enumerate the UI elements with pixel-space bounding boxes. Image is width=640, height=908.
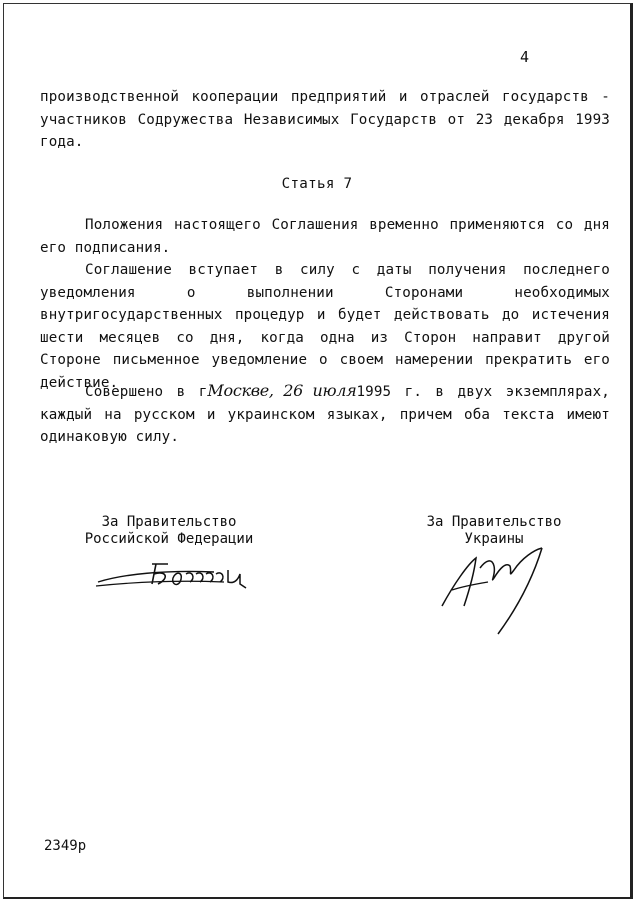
done-prefix: Совершено в г	[85, 384, 208, 400]
continuation-paragraph	[40, 86, 610, 154]
signature-ukraine	[434, 544, 564, 639]
signature-russia	[94, 552, 284, 598]
done-suffix: 1995 г. в двух экземплярах, каждый на русском и украинском языках, причем оба текста имеют одинаковую силу.	[40, 384, 610, 445]
handwritten-place-date: Москве, 26 июля	[207, 381, 357, 400]
signatory-russia	[64, 514, 274, 548]
signatory-ukraine-line1: За Правительство	[426, 514, 562, 530]
done-paragraph	[40, 380, 610, 449]
document-page	[3, 3, 633, 899]
signatory-russia-line1: За Правительство	[101, 514, 237, 530]
signatory-russia-line2: Российской Федерации	[84, 531, 254, 547]
page-number: 4	[520, 48, 530, 66]
article-heading: Статья 7	[281, 176, 353, 192]
signatory-ukraine-line2: Украины	[464, 531, 524, 547]
done-text	[40, 380, 610, 449]
article-body	[40, 214, 610, 394]
signatory-ukraine	[406, 514, 582, 548]
continuation-text: производственной кооперации предприятий и отраслей государств - участников Содружества Независимых Государств от 23 декабря 1993 года.	[40, 89, 610, 150]
article-paragraph-1: Положения настоящего Соглашения временно применяются со дня его подписания.	[40, 217, 610, 256]
document-code: 2349р	[44, 838, 87, 854]
article-paragraph-2: Соглашение вступает в силу с даты получения последнего уведомления о выполнении Сторонами необходимых внутригосударственных процедур и будет действовать до истечения шести месяцев со дня, когда одна из Сторон направит другой Стороне письменное уведомление о своем намерении прекратить его действие.	[40, 262, 610, 391]
